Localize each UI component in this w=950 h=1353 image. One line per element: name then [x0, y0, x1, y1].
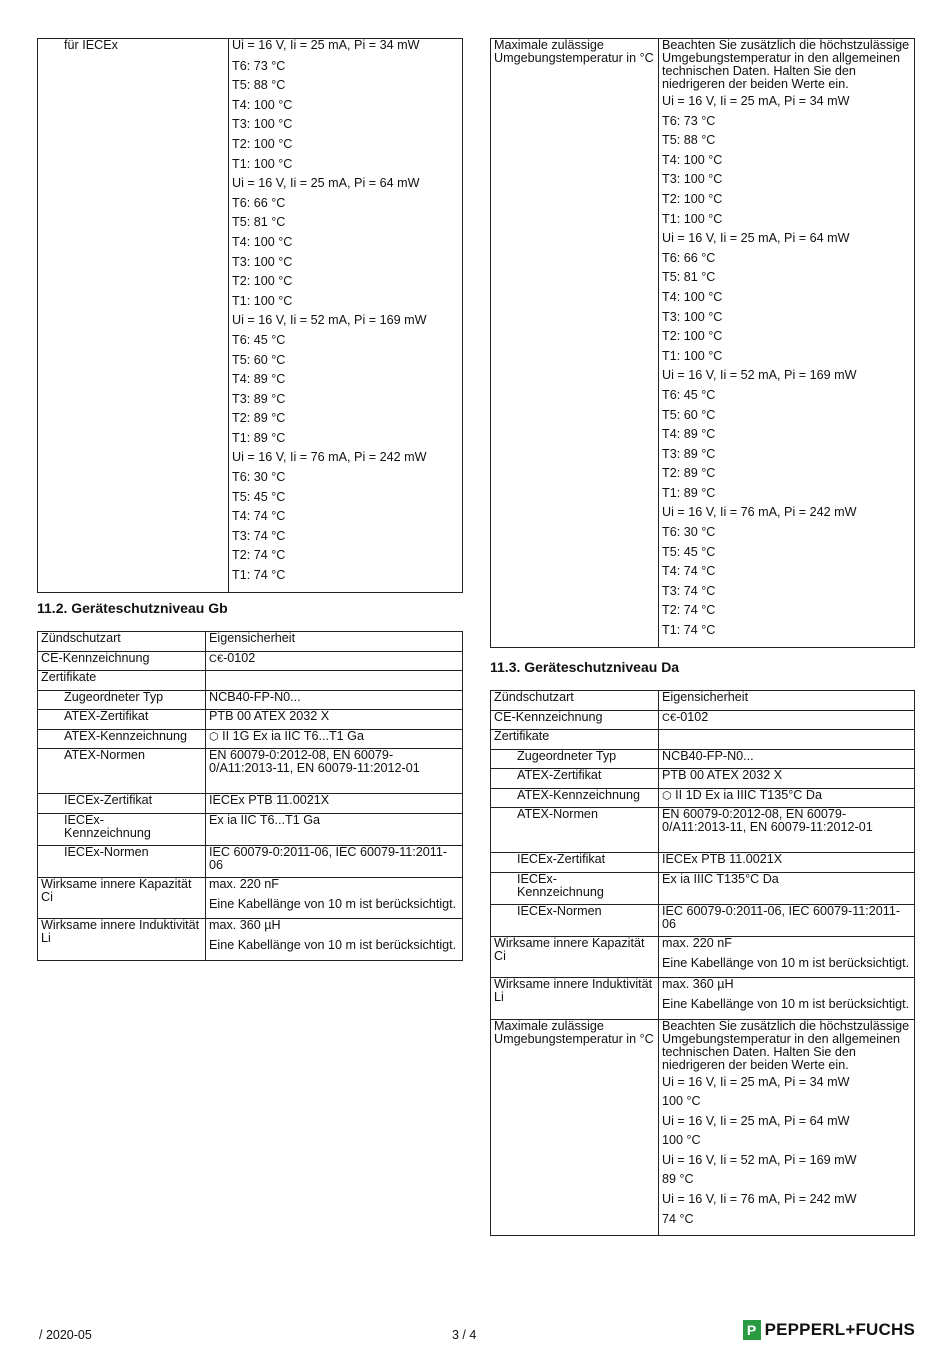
value-line: Ui = 16 V, Ii = 25 mA, Pi = 64 mW — [662, 231, 850, 246]
table-row — [491, 39, 915, 648]
row-value — [206, 877, 463, 918]
value-line: 100 °C — [662, 1094, 701, 1109]
row-value: EN 60079-0:2012-08, EN 60079-0/A11:2013-11, EN 60079-11:2012-01 — [659, 808, 915, 853]
row-value: PTB 00 ATEX 2032 X — [206, 710, 463, 730]
value-line: T3: 100 °C — [232, 254, 293, 269]
value-line: T4: 89 °C — [232, 372, 286, 387]
table-row — [38, 671, 463, 691]
value-line: T5: 60 °C — [232, 352, 286, 367]
value-list — [229, 39, 463, 593]
value-line: T3: 89 °C — [662, 446, 716, 461]
value-line: Ui = 16 V, Ii = 25 mA, Pi = 64 mW — [662, 1113, 850, 1128]
induktivitaet-label: Wirksame innere Induktivität Li — [41, 917, 200, 945]
value-line: T5: 45 °C — [662, 544, 716, 559]
value-line: T6: 45 °C — [662, 387, 716, 402]
value-line: Ui = 16 V, Ii = 25 mA, Pi = 34 mW — [662, 1074, 850, 1089]
table-row — [38, 877, 463, 918]
row-label: Zertifikate — [38, 671, 206, 691]
value-line: T2: 74 °C — [662, 603, 716, 618]
row-value: Eigensicherheit — [659, 691, 915, 711]
value-line: T6: 45 °C — [232, 332, 286, 347]
row-label: Zündschutzart — [38, 632, 206, 652]
row-value: PTB 00 ATEX 2032 X — [659, 769, 915, 789]
table-row — [491, 872, 915, 904]
value-line: T3: 100 °C — [662, 309, 723, 324]
ex-hexagon-icon: ⬡ — [209, 730, 219, 743]
row-label: Zugeordneter Typ — [491, 749, 659, 769]
row-label: IECEx-Zertifikat — [491, 853, 659, 873]
value-line: Ui = 16 V, Ii = 76 mA, Pi = 242 mW — [232, 450, 427, 465]
row-value: NCB40-FP-N0... — [659, 749, 915, 769]
row-label — [491, 977, 659, 1019]
row-value: NCB40-FP-N0... — [206, 690, 463, 710]
ce-mark-icon: C€ — [662, 711, 677, 724]
value-line: T1: 74 °C — [662, 623, 716, 638]
row-value — [206, 651, 463, 671]
table-row — [38, 651, 463, 671]
table-row — [491, 788, 915, 808]
kapazitaet-label: Wirksame innere Kapazität Ci — [494, 935, 645, 963]
row-value — [659, 936, 915, 977]
table-row — [38, 794, 463, 814]
ce-number: -0102 — [676, 709, 709, 724]
kapazitaet-label: Wirksame innere Kapazität Ci — [41, 876, 192, 904]
value-line: max. 220 nF — [209, 876, 279, 891]
row-label: ATEX-Kennzeichnung — [38, 729, 206, 749]
right-column — [490, 38, 915, 1226]
section-heading-da: 11.3. Geräteschutzniveau Da — [490, 659, 680, 675]
table-row — [38, 813, 463, 845]
value-line: Ui = 16 V, Ii = 52 mA, Pi = 169 mW — [662, 368, 857, 383]
value-line: T5: 81 °C — [662, 270, 716, 285]
row-label: Zündschutzart — [491, 691, 659, 711]
table-row — [491, 749, 915, 769]
gb-spec-table — [37, 631, 463, 961]
left-column — [37, 38, 463, 953]
row-value — [659, 1019, 915, 1236]
row-value: Eigensicherheit — [206, 632, 463, 652]
value-line: Ui = 16 V, Ii = 76 mA, Pi = 242 mW — [662, 1192, 857, 1207]
ce-mark-icon: C€ — [209, 652, 224, 665]
temperature-values — [662, 94, 911, 643]
value-line: T5: 45 °C — [232, 489, 286, 504]
footer-page-number: 3 / 4 — [452, 1328, 477, 1342]
value-line: max. 360 µH — [662, 976, 734, 991]
table-row — [38, 39, 463, 593]
temperature-note: Beachten Sie zusätzlich die höchstzulässige Umgebungstemperatur in den allgemeinen technischen Daten. Halten Sie den niedrigeren der beiden Werte ein. — [662, 1018, 910, 1072]
row-label: ATEX-Kennzeichnung — [491, 788, 659, 808]
row-label: ATEX-Zertifikat — [491, 769, 659, 789]
row-value — [659, 710, 915, 730]
logo-wordmark: PEPPERL+FUCHS — [764, 1320, 915, 1339]
value-line: T3: 74 °C — [662, 583, 716, 598]
section-heading-gb: 11.2. Geräteschutzniveau Gb — [37, 600, 228, 616]
value-line: T5: 81 °C — [232, 215, 286, 230]
value-line: T5: 60 °C — [662, 407, 716, 422]
row-value — [659, 788, 915, 808]
table-row — [38, 729, 463, 749]
row-label: ATEX-Zertifikat — [38, 710, 206, 730]
value-line: T4: 74 °C — [232, 509, 286, 524]
value-line: T2: 100 °C — [662, 191, 723, 206]
value-line: T1: 100 °C — [662, 211, 723, 226]
value-line: T6: 30 °C — [662, 525, 716, 540]
table-row — [491, 977, 915, 1019]
row-label: CE-Kennzeichnung — [491, 710, 659, 730]
value-line: T2: 100 °C — [232, 136, 293, 151]
row-label: IECEx-Kennzeichnung — [38, 813, 206, 845]
row-value — [659, 977, 915, 1019]
value-line: Eine Kabellänge von 10 m ist berücksichtigt. — [662, 997, 910, 1012]
table-row — [38, 632, 463, 652]
value-line: T1: 74 °C — [232, 568, 286, 583]
table-row — [491, 730, 915, 750]
atex-marking: II 1G Ex ia IIC T6...T1 Ga — [222, 728, 364, 743]
value-line: T4: 74 °C — [662, 564, 716, 579]
value-line: T6: 66 °C — [232, 195, 286, 210]
value-line: T6: 66 °C — [662, 250, 716, 265]
value-line: Ui = 16 V, Ii = 52 mA, Pi = 169 mW — [662, 1152, 857, 1167]
row-value: EN 60079-0:2012-08, EN 60079-0/A11:2013-11, EN 60079-11:2012-01 — [206, 749, 463, 794]
value-line: Ui = 16 V, Ii = 25 mA, Pi = 34 mW — [662, 94, 850, 108]
row-label: ATEX-Normen — [38, 749, 206, 794]
row-label: IECEx-Zertifikat — [38, 794, 206, 814]
table-row — [491, 936, 915, 977]
value-line: T1: 89 °C — [232, 430, 286, 445]
value-line: T5: 88 °C — [232, 78, 286, 93]
row-value — [659, 730, 915, 750]
row-value — [206, 729, 463, 749]
temperature-values — [662, 1075, 911, 1232]
table-row — [491, 769, 915, 789]
row-value: IEC 60079-0:2011-06, IEC 60079-11:2011-06 — [659, 904, 915, 936]
value-line: max. 360 µH — [209, 917, 281, 932]
row-label — [38, 918, 206, 960]
value-list — [659, 39, 915, 648]
brand-logo — [743, 1320, 915, 1340]
temperature-note: Beachten Sie zusätzlich die höchstzulässige Umgebungstemperatur in den allgemeinen technischen Daten. Halten Sie den niedrigeren der beiden Werte ein. — [662, 38, 910, 91]
value-line: T1: 100 °C — [232, 293, 293, 308]
table-row — [38, 710, 463, 730]
value-line: T2: 89 °C — [232, 411, 286, 426]
table-row — [491, 1019, 915, 1236]
value-line: T3: 74 °C — [232, 528, 286, 543]
value-line: T6: 73 °C — [662, 113, 716, 128]
value-line: T3: 100 °C — [662, 172, 723, 187]
value-line: Ui = 16 V, Ii = 52 mA, Pi = 169 mW — [232, 313, 427, 328]
table-row — [38, 749, 463, 794]
value-line: Ui = 16 V, Ii = 25 mA, Pi = 34 mW — [232, 38, 420, 52]
row-label — [38, 877, 206, 918]
table-row — [38, 918, 463, 960]
logo-mark-icon: P — [743, 1320, 761, 1340]
table-row — [38, 845, 463, 877]
footer-date: / 2020-05 — [39, 1328, 92, 1342]
value-line: Eine Kabellänge von 10 m ist berücksichtigt. — [209, 938, 457, 953]
value-line: T4: 100 °C — [662, 152, 723, 167]
ex-hexagon-icon: ⬡ — [662, 789, 672, 802]
iecex-temperature-table — [37, 38, 463, 593]
value-line: T2: 74 °C — [232, 548, 286, 563]
row-label: für IECEx — [38, 39, 229, 593]
table-row — [491, 710, 915, 730]
table-row — [491, 808, 915, 853]
ce-number: -0102 — [223, 650, 256, 665]
row-label: Zugeordneter Typ — [38, 690, 206, 710]
value-line: T4: 100 °C — [232, 234, 293, 249]
value-line: T5: 88 °C — [662, 133, 716, 148]
da-spec-table — [490, 690, 915, 1236]
table-row — [491, 691, 915, 711]
row-value: Ex ia IIIC T135°C Da — [659, 872, 915, 904]
value-line: T1: 89 °C — [662, 485, 716, 500]
row-label: Maximale zulässige Umgebungstemperatur in °C — [491, 39, 659, 648]
table-row — [491, 904, 915, 936]
table-row — [491, 853, 915, 873]
value-line: T3: 100 °C — [232, 117, 293, 132]
table-row — [38, 690, 463, 710]
row-label: ATEX-Normen — [491, 808, 659, 853]
value-line: Eine Kabellänge von 10 m ist berücksichtigt. — [209, 897, 457, 912]
value-line: T2: 100 °C — [232, 274, 293, 289]
value-line: T6: 73 °C — [232, 58, 286, 73]
row-label — [491, 936, 659, 977]
value-line: 74 °C — [662, 1211, 694, 1226]
value-line: T4: 89 °C — [662, 427, 716, 442]
value-line: T3: 89 °C — [232, 391, 286, 406]
row-value — [206, 918, 463, 960]
row-label: IECEx-Kennzeichnung — [491, 872, 659, 904]
value-line: Eine Kabellänge von 10 m ist berücksichtigt. — [662, 956, 910, 971]
value-line: T4: 100 °C — [662, 289, 723, 304]
row-value: Ex ia IIC T6...T1 Ga — [206, 813, 463, 845]
row-value: IECEx PTB 11.0021X — [206, 794, 463, 814]
row-value — [206, 671, 463, 691]
value-line: 89 °C — [662, 1172, 694, 1187]
induktivitaet-label: Wirksame innere Induktivität Li — [494, 976, 653, 1004]
row-label: Maximale zulässige Umgebungstemperatur in °C — [491, 1019, 659, 1236]
value-line: T1: 100 °C — [662, 348, 723, 363]
row-label: IECEx-Normen — [38, 845, 206, 877]
row-label: IECEx-Normen — [491, 904, 659, 936]
value-line: Ui = 16 V, Ii = 76 mA, Pi = 242 mW — [662, 505, 857, 520]
value-line: T1: 100 °C — [232, 156, 293, 171]
atex-marking: II 1D Ex ia IIIC T135°C Da — [675, 787, 822, 802]
value-line: T6: 30 °C — [232, 470, 286, 485]
value-line: T2: 100 °C — [662, 329, 723, 344]
max-temperature-table — [490, 38, 915, 648]
value-line: Ui = 16 V, Ii = 25 mA, Pi = 64 mW — [232, 176, 420, 191]
value-line: T2: 89 °C — [662, 466, 716, 481]
value-line: max. 220 nF — [662, 935, 732, 950]
value-line: 100 °C — [662, 1133, 701, 1148]
row-label: CE-Kennzeichnung — [38, 651, 206, 671]
row-value: IECEx PTB 11.0021X — [659, 853, 915, 873]
row-value: IEC 60079-0:2011-06, IEC 60079-11:2011-06 — [206, 845, 463, 877]
row-label: Zertifikate — [491, 730, 659, 750]
value-line: T4: 100 °C — [232, 97, 293, 112]
